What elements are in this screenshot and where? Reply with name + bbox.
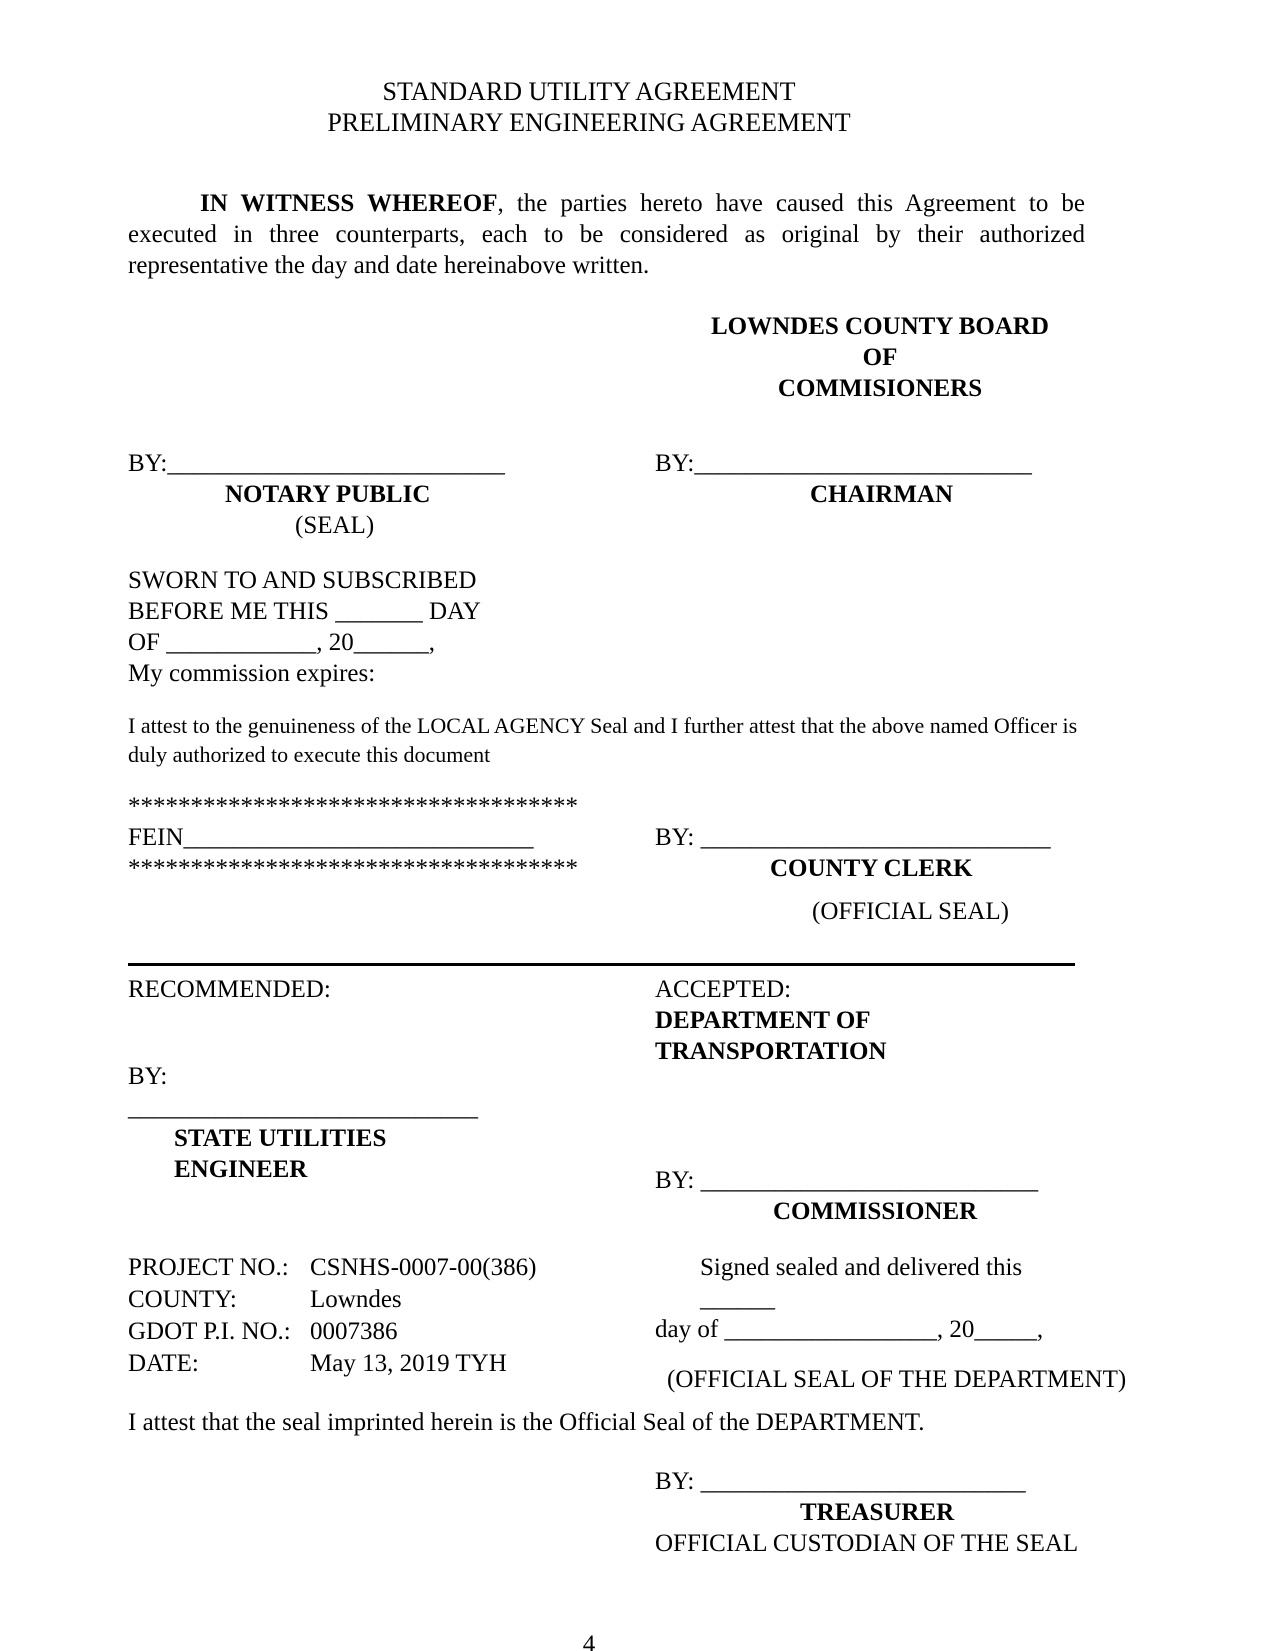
table-row	[128, 1284, 608, 1316]
official-seal-of-department-label: (OFFICIAL SEAL OF THE DEPARTMENT)	[667, 1366, 1127, 1393]
treasurer-title: TREASURER	[800, 1499, 955, 1526]
project-no-value: CSNHS-0007-00(386)	[310, 1254, 537, 1281]
fein-block	[128, 791, 608, 927]
separator-line	[128, 963, 1075, 966]
accepted-label: ACCEPTED:	[655, 976, 792, 1003]
department-of-transportation-label: DEPARTMENT OF TRANSPORTATION	[655, 1007, 887, 1065]
asterisk-line-top: ************************************	[128, 793, 578, 820]
notary-title: NOTARY PUBLIC	[225, 481, 431, 508]
spacer	[655, 1067, 1085, 1165]
witness-body: , the parties hereto have caused this Agreement to be executed in three counterparts, each to be considered as original by their authorized representative the day and date hereinabove written.	[128, 190, 1085, 279]
fein-clerk-row	[128, 791, 1155, 927]
sworn-statement-block	[128, 565, 648, 689]
board-heading-line-2: COMMISIONERS	[777, 375, 983, 402]
commission-expires-label: My commission expires:	[128, 660, 376, 687]
signed-sealed-line-1: Signed sealed and delivered this ______	[700, 1254, 1023, 1312]
date-value: May 13, 2019 TYH	[310, 1350, 507, 1377]
recommended-label: RECOMMENDED:	[128, 976, 331, 1003]
accepted-block	[655, 974, 1085, 1227]
chairman-title: CHAIRMAN	[810, 481, 954, 508]
chairman-signature-block	[655, 448, 1085, 541]
signature-row-notary-chairman	[128, 448, 1155, 541]
witness-lead: IN WITNESS WHEREOF	[200, 190, 498, 217]
chairman-signature-line: BY:___________________________	[655, 450, 1032, 477]
county-clerk-signature-block	[655, 791, 1085, 927]
recommended-accepted-row	[128, 974, 1155, 1227]
spacer	[128, 1005, 513, 1061]
document-title	[128, 76, 1050, 138]
county-clerk-signature-line: BY: ____________________________	[655, 824, 1051, 851]
state-utilities-signature-line: BY: ____________________________	[128, 1063, 478, 1121]
official-custodian-label: OFFICIAL CUSTODIAN OF THE SEAL	[655, 1530, 1079, 1557]
page-number: 4	[582, 1631, 596, 1651]
asterisk-line-bottom: ************************************	[128, 855, 578, 882]
witness-paragraph	[128, 188, 1085, 281]
table-row	[128, 1252, 608, 1284]
state-utilities-engineer-title: STATE UTILITIES ENGINEER	[174, 1125, 387, 1183]
title-line-2: PRELIMINARY ENGINEERING AGREEMENT	[327, 108, 851, 137]
treasurer-signature-line: BY: __________________________	[655, 1468, 1026, 1495]
table-row	[128, 1348, 608, 1380]
project-no-label: PROJECT NO.:	[128, 1254, 289, 1281]
notary-signature-block	[128, 448, 513, 541]
date-label: DATE:	[128, 1350, 199, 1377]
project-info-row	[128, 1252, 1155, 1395]
fein-line: FEIN____________________________	[128, 824, 534, 851]
board-heading-line-1: LOWNDES COUNTY BOARD OF	[710, 313, 1049, 371]
gdot-pi-no-value: 0007386	[310, 1318, 398, 1345]
attest-department-paragraph: I attest that the seal imprinted herein is the Official Seal of the DEPARTMENT.	[128, 1409, 925, 1436]
sworn-line-1: SWORN TO AND SUBSCRIBED	[128, 567, 477, 594]
table-row	[128, 1316, 608, 1348]
official-seal-label: (OFFICIAL SEAL)	[812, 898, 1009, 925]
board-heading	[700, 311, 1060, 404]
signed-sealed-block	[655, 1252, 1127, 1395]
signed-sealed-line-2: day of _________________, 20_____,	[655, 1316, 1044, 1343]
recommended-block	[128, 974, 513, 1227]
county-value: Lowndes	[310, 1286, 402, 1313]
county-clerk-title: COUNTY CLERK	[770, 855, 973, 882]
project-info-table	[128, 1252, 608, 1395]
title-line-1: STANDARD UTILITY AGREEMENT	[382, 77, 796, 106]
county-label: COUNTY:	[128, 1286, 237, 1313]
sworn-line-2: BEFORE ME THIS _______ DAY	[128, 598, 481, 625]
commissioner-signature-line: BY: ___________________________	[655, 1167, 1039, 1194]
sworn-line-3: OF ____________, 20______,	[128, 629, 435, 656]
gdot-pi-no-label: GDOT P.I. NO.:	[128, 1318, 291, 1345]
commissioner-title: COMMISSIONER	[773, 1198, 978, 1225]
treasurer-signature-block	[655, 1466, 1095, 1559]
attest-local-agency-paragraph: I attest to the genuineness of the LOCAL AGENCY Seal and I further attest that the above named Officer is duly authorized to execute this document	[128, 713, 1078, 767]
notary-seal-label: (SEAL)	[295, 512, 375, 539]
notary-signature-line: BY:___________________________	[128, 450, 505, 477]
